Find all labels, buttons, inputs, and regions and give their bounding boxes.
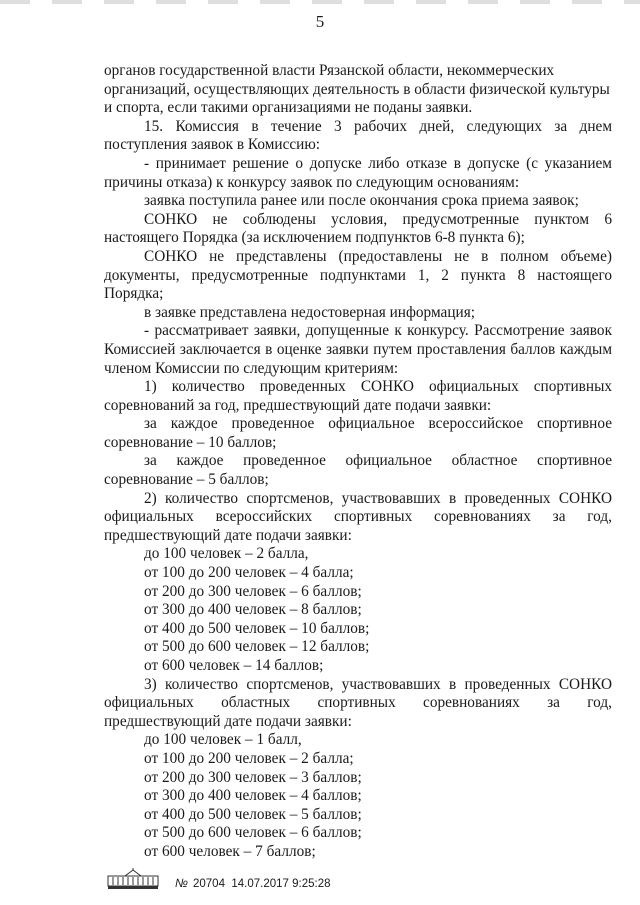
criterion-heading: 3) количество спортсменов, участвовавших в проведенных СОНКО официальных областных спортивных соревнованиях за год, предшествующий дате подачи заявки: [104,675,612,730]
doc-time: 9:25:28 [292,878,331,890]
doc-date: 14.07.2017 [231,878,289,890]
paragraph: - принимает решение о допуске либо отказе в допуске (с указанием причины отказа) к конкурсу заявок по следующим основаниям: [104,154,612,191]
paragraph: заявка поступила ранее или после окончания срока приема заявок; [144,192,579,210]
score-item: до 100 человек – 1 балл, [144,731,302,749]
doc-number-mark: № [175,876,188,890]
score-item: от 400 до 500 человек – 10 баллов; [144,619,370,637]
score-item: от 100 до 200 человек – 2 балла; [144,749,354,767]
paragraph: за каждое проведенное официальное всероссийское спортивное соревнование – 10 баллов; [104,415,612,451]
paragraph: органов государственной власти Рязанской области, некоммерческих организаций, осуществляющих деятельность в области физической культуры и спорта, если такими организациями не поданы заявки. [104,62,610,117]
score-item: от 200 до 300 человек – 3 баллов; [144,768,362,786]
score-item: от 600 человек – 14 баллов; [144,657,324,674]
score-item: от 400 до 500 человек – 5 баллов; [144,805,362,823]
criterion-heading: 1) количество проведенных СОНКО официальных спортивных соревнований за год, предшествующий дате подачи заявки: [104,378,612,414]
page-number: 5 [315,12,325,31]
paragraph: 15. Комиссия в течение 3 рабочих дней, следующих за днем поступления заявок в Комиссию: [104,117,612,154]
document-footer [107,866,331,890]
score-item: от 500 до 600 человек – 6 баллов; [144,824,362,842]
score-item: от 300 до 400 человек – 8 баллов; [144,601,362,619]
government-building-icon [107,868,159,890]
paragraph: в заявке представлена недостоверная информация; [144,303,475,321]
doc-number: 20704 [193,878,225,890]
score-item: от 500 до 600 человек – 12 баллов; [144,638,370,656]
paragraph: СОНКО не соблюдены условия, предусмотренные пунктом 6 настоящего Порядка (за исключением подпунктов 6-8 пункта 6); [104,210,612,247]
score-item: от 100 до 200 человек – 4 балла; [144,564,354,582]
document-body [104,62,612,862]
paragraph: - рассматривает заявки, допущенные к конкурсу. Рассмотрение заявок Комиссией заключается в оценке заявки путем проставления баллов каждым членом Комиссии по следующим критериям: [104,322,612,377]
score-item: от 200 до 300 человек – 6 баллов; [144,582,362,600]
score-item: от 600 человек – 7 баллов; [144,842,316,860]
paragraph: за каждое проведенное официальное областное спортивное соревнование – 5 баллов; [104,452,612,489]
score-item: от 300 до 400 человек – 4 баллов; [144,787,362,805]
scan-edge-artifact [0,0,640,4]
score-item: до 100 человек – 2 балла, [144,545,309,563]
paragraph: СОНКО не представлены (предоставлены не в полном объеме) документы, предусмотренные подпунктами 1, 2 пункта 8 настоящего Порядка; [104,247,612,303]
criterion-heading: 2) количество спортсменов, участвовавших в проведенных СОНКО официальных всероссийских спортивных соревнованиях за год, предшествующий дате подачи заявки: [104,489,612,544]
